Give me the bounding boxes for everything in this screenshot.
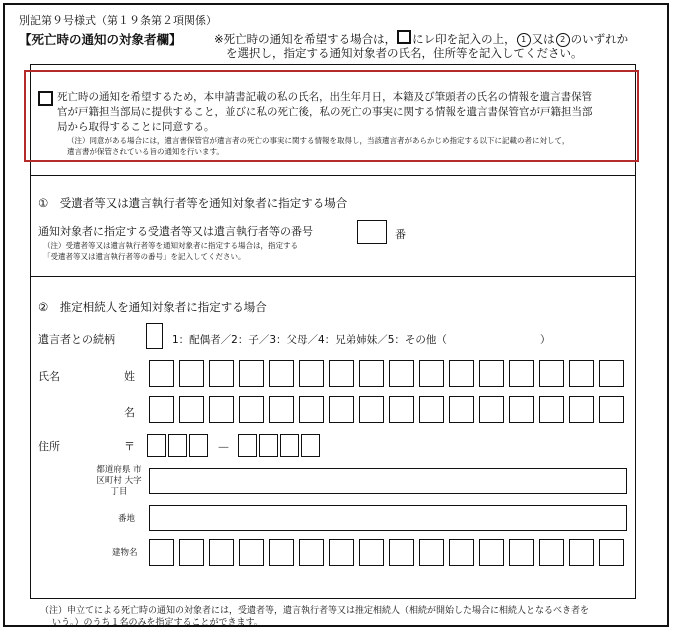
given-name-cell[interactable]: [539, 396, 564, 423]
relation-label: 遺言者との続柄: [38, 333, 115, 346]
building-cell[interactable]: [329, 539, 354, 566]
given-name-cell[interactable]: [479, 396, 504, 423]
surname-cell[interactable]: [329, 360, 354, 387]
building-cell[interactable]: [149, 539, 174, 566]
building-cell[interactable]: [209, 539, 234, 566]
given-name-cell[interactable]: [239, 396, 264, 423]
consent-text-line-3: 局から取得することに同意する。: [57, 121, 215, 133]
building-cell[interactable]: [479, 539, 504, 566]
building-cells: [149, 539, 624, 566]
building-cell[interactable]: [299, 539, 324, 566]
postal-cell[interactable]: [147, 434, 166, 457]
surname-cell[interactable]: [539, 360, 564, 387]
postal-cell[interactable]: [259, 434, 278, 457]
surname-cell[interactable]: [269, 360, 294, 387]
section1-note-2: 「受遺者等又は遺言執行者等の番号」を記入してください。: [43, 252, 246, 261]
checkbox-glyph-icon: [397, 30, 411, 44]
surname-cell[interactable]: [509, 360, 534, 387]
postal-cell[interactable]: [238, 434, 257, 457]
building-cell[interactable]: [359, 539, 384, 566]
postal-cell[interactable]: [301, 434, 320, 457]
surname-cell[interactable]: [359, 360, 384, 387]
building-cell[interactable]: [449, 539, 474, 566]
surname-label: 姓: [124, 370, 135, 383]
consent-checkbox[interactable]: [38, 91, 53, 106]
given-name-cell[interactable]: [389, 396, 414, 423]
consent-note-line-2: 遺言書が保管されている旨の通知を行います。: [67, 147, 224, 156]
postal-code-second: [238, 434, 320, 457]
building-cell[interactable]: [419, 539, 444, 566]
building-cell[interactable]: [599, 539, 624, 566]
relation-options: 1：配偶者／2：子／3：父母／4：兄弟姉妹／5：その他（: [172, 334, 447, 346]
instruction-line-2: を選択し，指定する通知対象者の氏名，住所等を記入してください。: [226, 46, 583, 60]
postal-cell[interactable]: [168, 434, 187, 457]
surname-cell[interactable]: [419, 360, 444, 387]
section1-note-1: （注）受遺者等又は遺言執行者等を通知対象者に指定する場合は，指定する: [43, 241, 298, 250]
building-cell[interactable]: [389, 539, 414, 566]
footer-note-line-1: （注）申立てによる死亡時の通知の対象者には，受遺者等，遺言執行者等又は推定相続人（相続が開始した場合に相続人となるべき者を: [40, 606, 590, 616]
circled-two-icon: 2: [556, 33, 570, 47]
circled-one-icon: 1: [517, 33, 531, 47]
footer-note-line-2: いう。）のうち１名のみを指定することができます。: [52, 618, 263, 628]
given-name-cell[interactable]: [179, 396, 204, 423]
building-cell[interactable]: [239, 539, 264, 566]
given-name-cell[interactable]: [299, 396, 324, 423]
given-name-label: 名: [124, 406, 135, 419]
given-name-cell[interactable]: [509, 396, 534, 423]
banchi-field[interactable]: [149, 505, 627, 531]
surname-cell[interactable]: [449, 360, 474, 387]
given-name-cell[interactable]: [449, 396, 474, 423]
building-cell[interactable]: [569, 539, 594, 566]
given-name-cell[interactable]: [149, 396, 174, 423]
given-name-cells: [149, 396, 624, 423]
section1-title: ① 受遺者等又は遺言執行者等を通知対象者に指定する場合: [38, 196, 348, 210]
surname-cell[interactable]: [389, 360, 414, 387]
surname-cell[interactable]: [179, 360, 204, 387]
surname-cell[interactable]: [569, 360, 594, 387]
surname-cell[interactable]: [149, 360, 174, 387]
postal-cell[interactable]: [189, 434, 208, 457]
relation-paren-close: ）: [540, 334, 551, 346]
postal-dash: －: [217, 441, 231, 456]
surname-cell[interactable]: [479, 360, 504, 387]
given-name-cell[interactable]: [209, 396, 234, 423]
executor-number-field[interactable]: [357, 220, 387, 244]
prefecture-label: 都道府県 市区町村 大字丁目: [96, 465, 142, 497]
surname-cell[interactable]: [239, 360, 264, 387]
address-label: 住所: [38, 440, 60, 453]
section1-label: 通知対象者に指定する受遺者等又は遺言執行者等の番号: [38, 225, 313, 238]
consent-text-line-2: 官が戸籍担当部局に提供すること，並びに私の死亡後，私の死亡の事実に関する情報を遺言書保管官が戸籍担当部: [57, 106, 593, 118]
divider: [30, 175, 636, 176]
building-label: 建物名: [112, 548, 138, 558]
divider: [30, 276, 636, 277]
postal-cell[interactable]: [280, 434, 299, 457]
consent-text-line-1: 死亡時の通知を希望するため，本申請書記載の私の氏名，出生年月日，本籍及び筆頭者の氏名の情報を遺言書保管: [57, 91, 593, 103]
given-name-cell[interactable]: [329, 396, 354, 423]
building-cell[interactable]: [539, 539, 564, 566]
prefecture-field[interactable]: [149, 468, 627, 494]
given-name-cell[interactable]: [269, 396, 294, 423]
building-cell[interactable]: [269, 539, 294, 566]
relation-field[interactable]: [146, 323, 163, 349]
number-unit: 番: [395, 228, 406, 241]
surname-cell[interactable]: [209, 360, 234, 387]
section2-title: ② 推定相続人を通知対象者に指定する場合: [38, 300, 267, 314]
building-cell[interactable]: [509, 539, 534, 566]
surname-cell[interactable]: [599, 360, 624, 387]
surname-cell[interactable]: [299, 360, 324, 387]
banchi-label: 番地: [118, 514, 136, 524]
building-cell[interactable]: [179, 539, 204, 566]
given-name-cell[interactable]: [419, 396, 444, 423]
given-name-cell[interactable]: [599, 396, 624, 423]
given-name-cell[interactable]: [359, 396, 384, 423]
consent-note-line-1: （注）同意がある場合には，遺言書保管官が遺言者の死亡の事実に関する情報を取得し，当該遺言者があらかじめ指定する以下に記載の者に対して，: [67, 136, 570, 145]
form-number: 別記第９号様式（第１９条第２項関係）: [19, 14, 217, 27]
section-title: 【死亡時の通知の対象者欄】: [19, 32, 182, 47]
instruction-line-1: ※死亡時の通知を希望する場合は， にレ印を記入の上， 1 又は 2 のいずれか: [214, 32, 629, 46]
postal-code-first: [147, 434, 208, 457]
given-name-cell[interactable]: [569, 396, 594, 423]
postal-mark: 〒: [124, 440, 135, 453]
surname-cells: [149, 360, 624, 387]
name-label: 氏名: [38, 370, 60, 383]
